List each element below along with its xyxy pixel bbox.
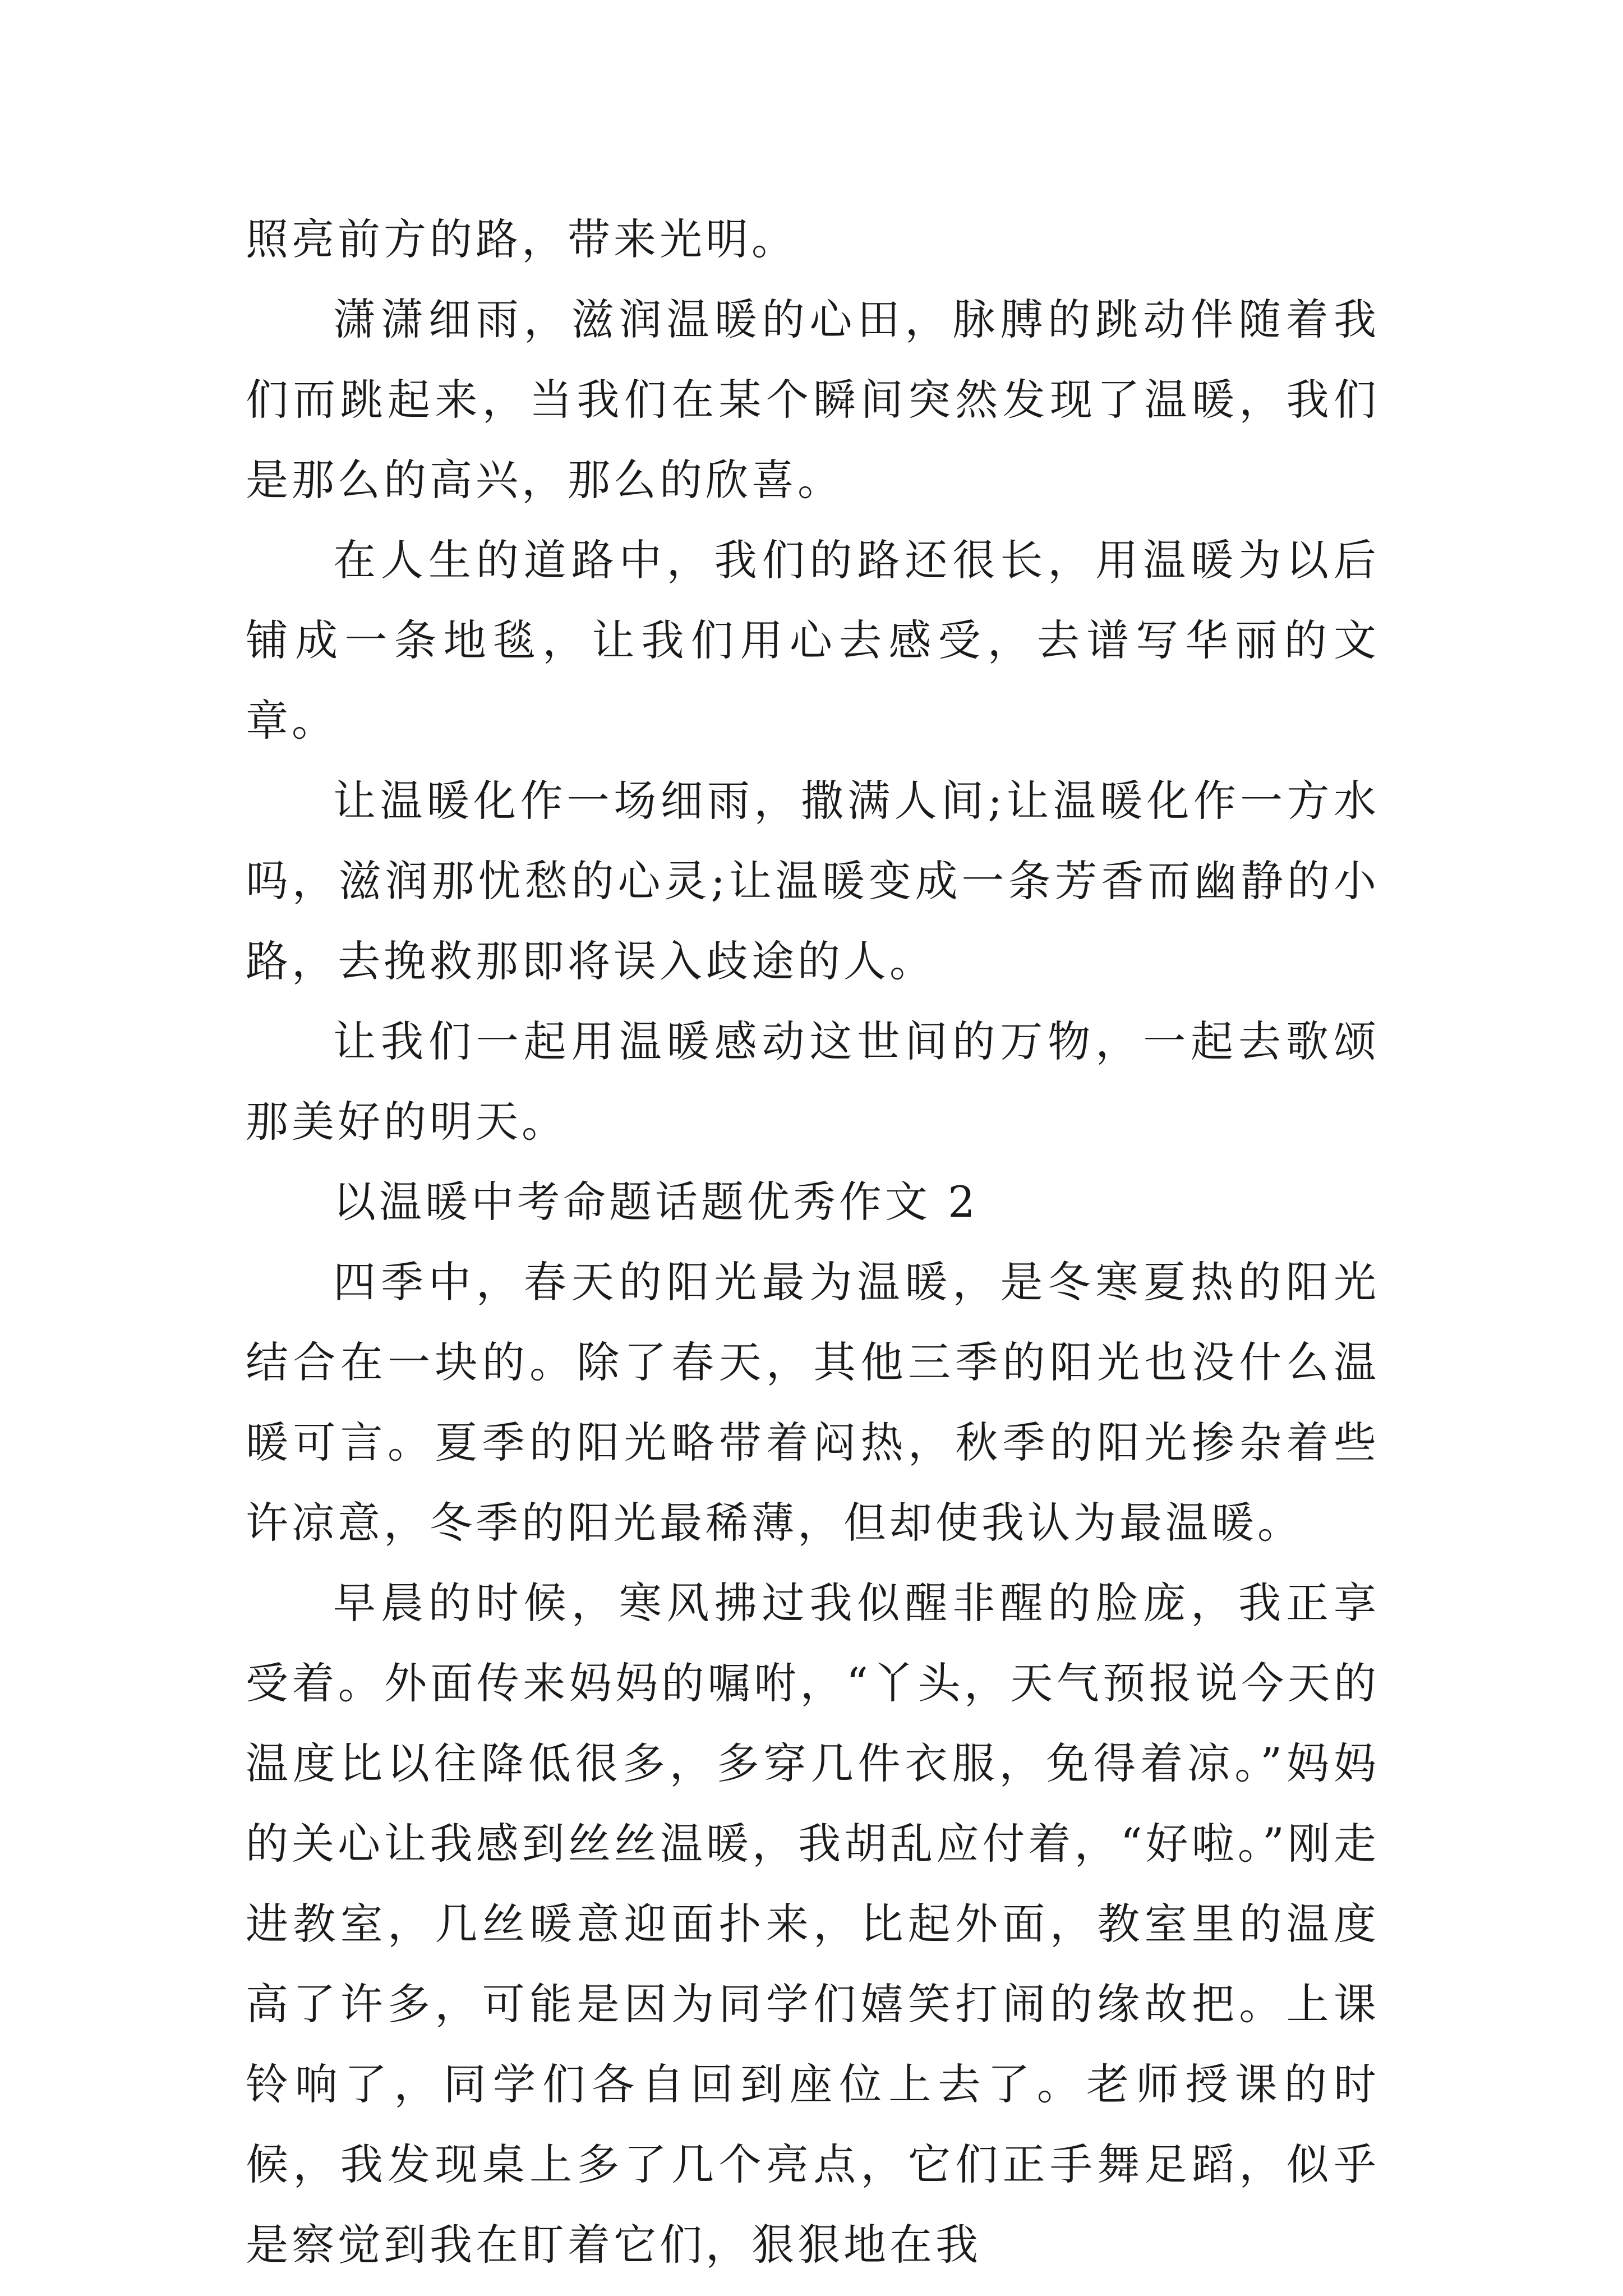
paragraph: 让温暖化作一场细雨，撒满人间;让温暖化作一方水吗，滋润那忧愁的心灵;让温暖变成一条芳香而幽静的小路，去挽救那即将误入歧途的人。: [246, 776, 1380, 986]
paragraph: 早晨的时候，寒风拂过我似醒非醒的脸庞，我正享受着。外面传来妈妈的嘱咐，“丫头，天气预报说今天的温度比以往降低很多，多穿几件衣服，免得着凉。”妈妈的关心让我感到丝丝温暖，我胡乱应付着，“好啦。”刚走进教室，几丝暖意迎面扑来，比起外面，教室里的温度高了许多，可能是因为同学们嬉笑打闹的缘故把。上课铃响了，同学们各自回到座位上去了。老师授课的时候，我发现桌上多了几个亮点，它们正手舞足蹈，似乎是察觉到我在盯着它们，狠狠地在我: [246, 1578, 1380, 2270]
paragraph: 照亮前方的路，带来光明。: [246, 214, 797, 264]
paragraph: 让我们一起用温暖感动这世间的万物，一起去歌颂那美好的明天。: [246, 1016, 1380, 1147]
essay-heading: 以温暖中考命题话题优秀作文 2: [333, 1177, 979, 1227]
paragraph: 四季中，春天的阳光最为温暖，是冬寒夏热的阳光结合在一块的。除了春天，其他三季的阳光也没什么温暖可言。夏季的阳光略带着闷热，秋季的阳光掺杂着些许凉意，冬季的阳光最稀薄，但却使我认为最温暖。: [246, 1257, 1380, 1548]
paragraph: 潇潇细雨，滋润温暖的心田，脉膊的跳动伴随着我们而跳起来，当我们在某个瞬间突然发现了温暖，我们是那么的高兴，那么的欣喜。: [246, 295, 1380, 505]
essay-body: [246, 199, 1380, 2285]
paragraph: 在人生的道路中，我们的路还很长，用温暖为以后铺成一条地毯，让我们用心去感受，去谱写华丽的文章。: [246, 535, 1380, 746]
